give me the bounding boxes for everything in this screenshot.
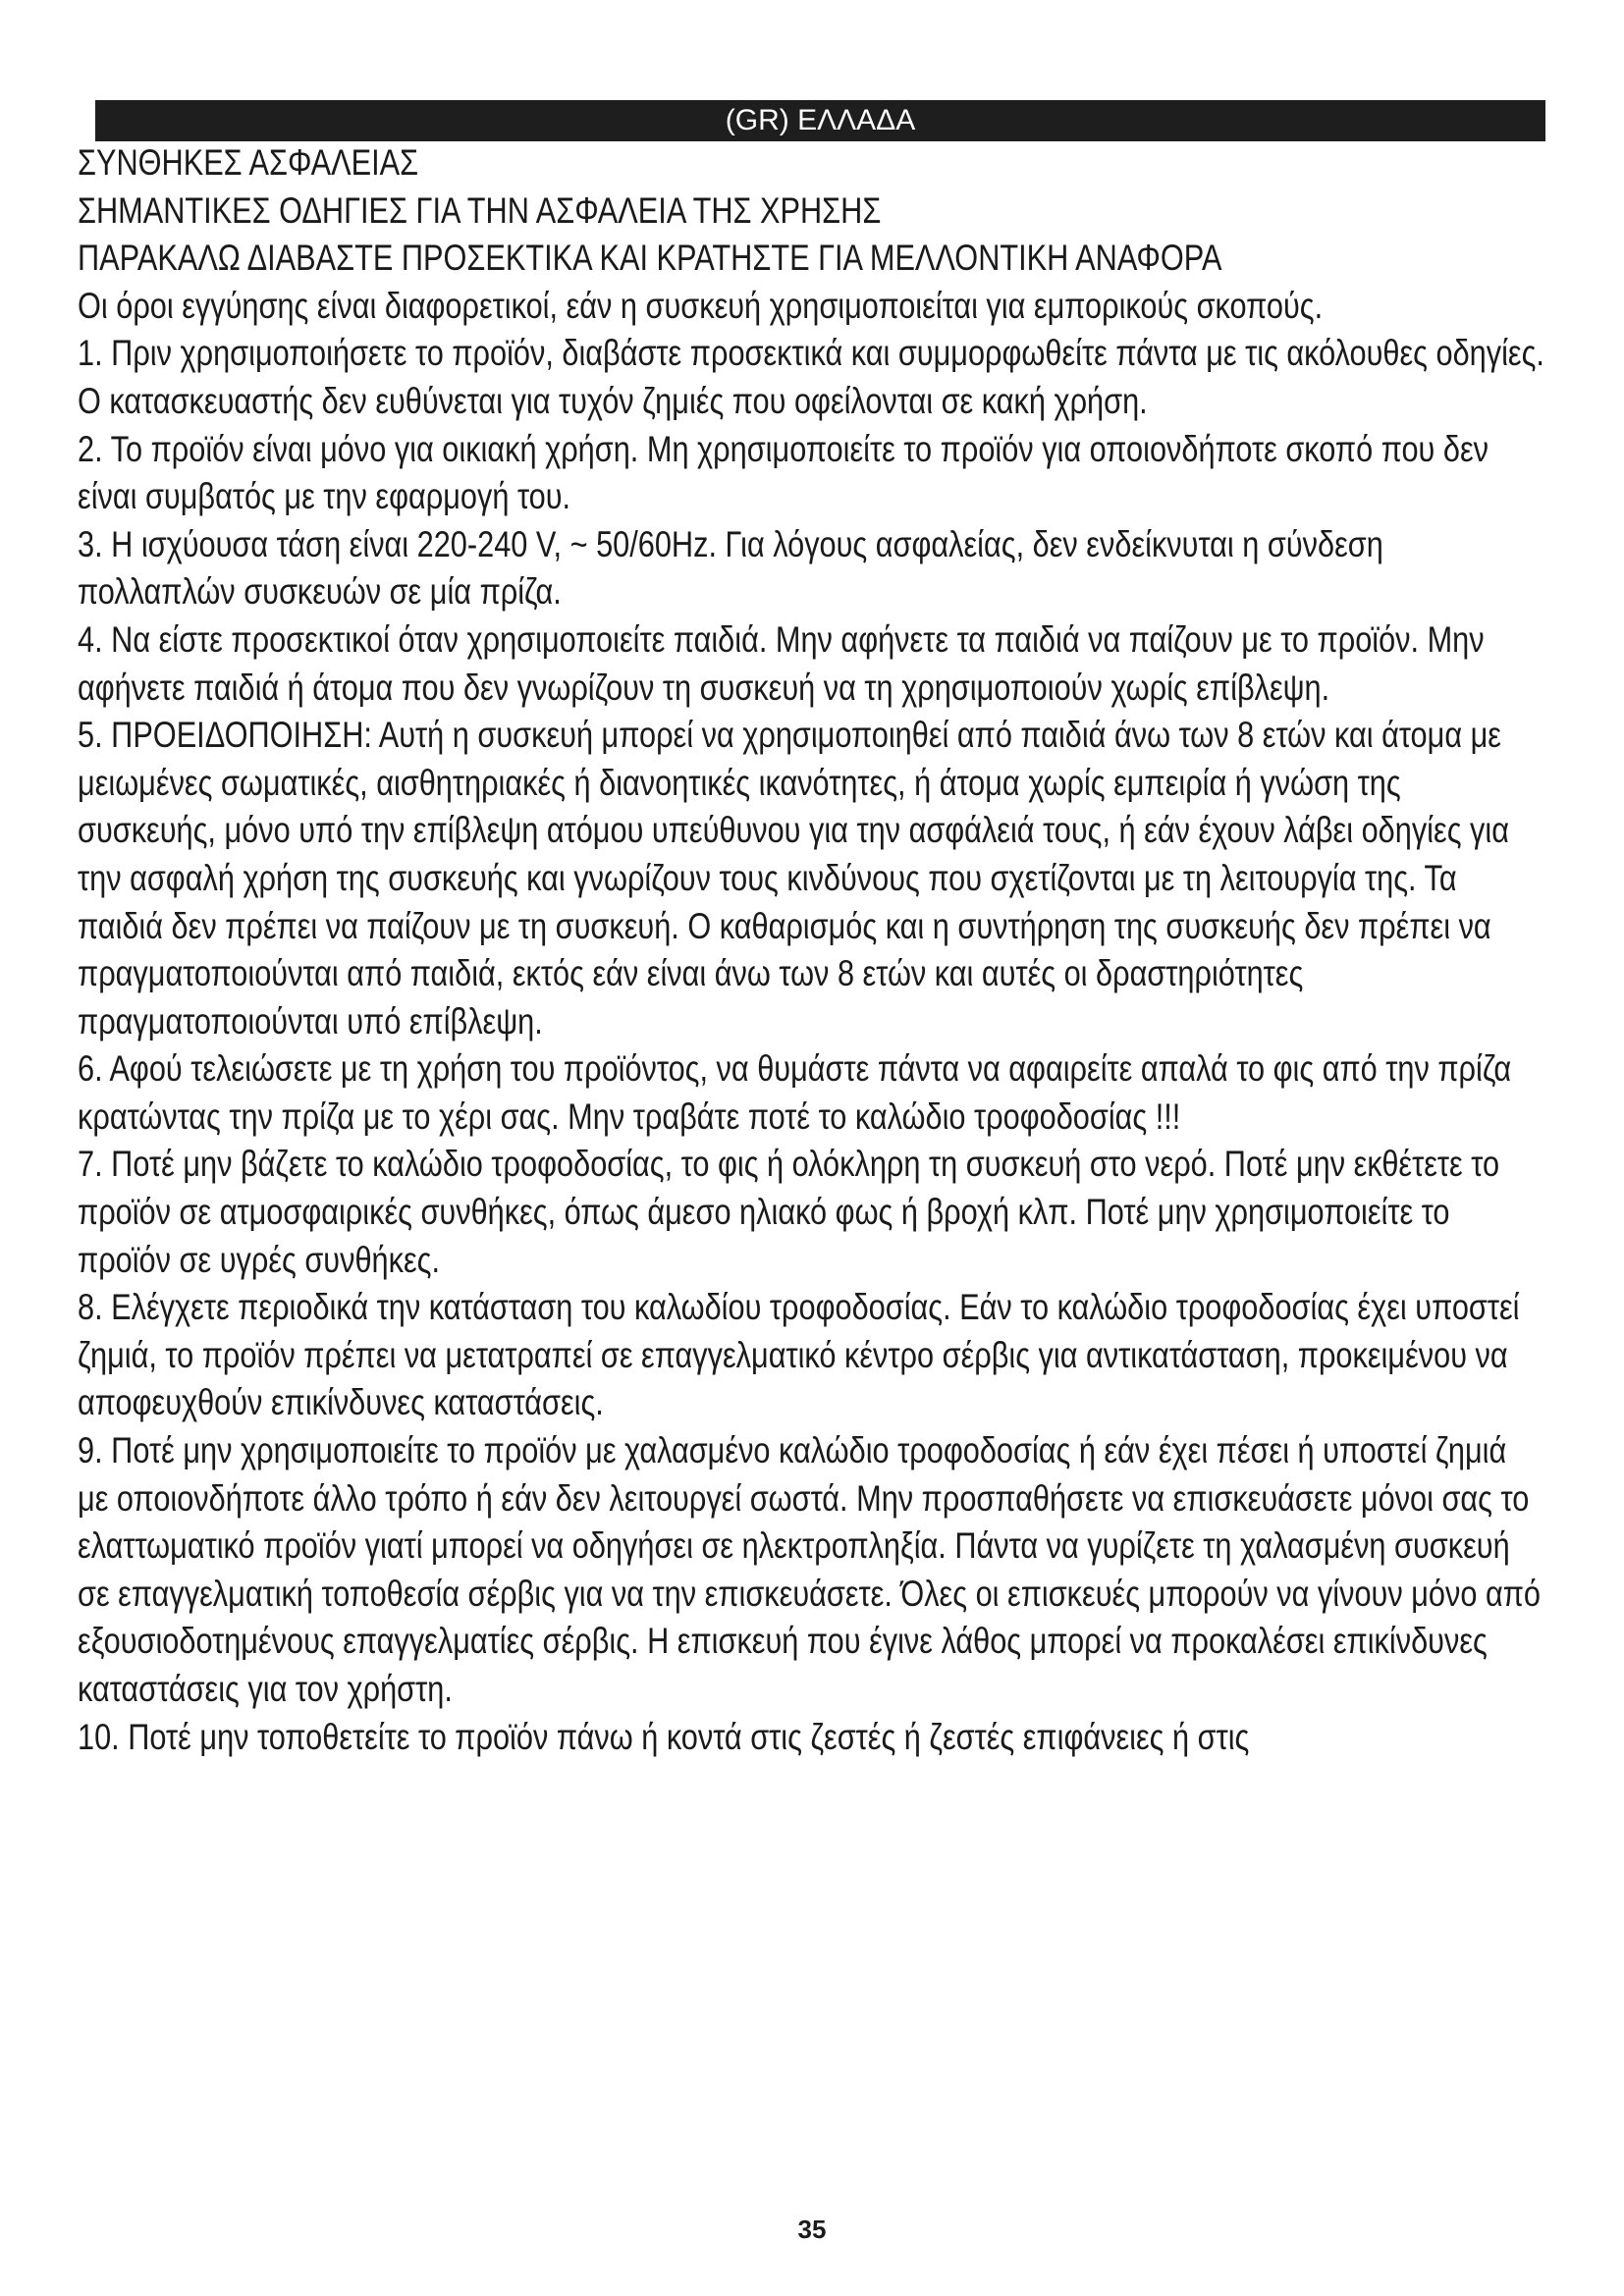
page-number: 35 (797, 2215, 827, 2244)
instruction-item-10: 10. Ποτέ μην τοποθετείτε το προϊόν πάνω ή κοντά στις ζεστές ή ζεστές επιφάνειες ή στις (78, 1716, 1250, 1757)
instruction-item-9: 9. Ποτέ μην χρησιμοποιείτε το προϊόν με χαλασμένο καλώδιο τροφοδοσίας ή εάν έχει πέσει ή υποστεί ζημιά με οποιονδήποτε άλλο τρόπο ή εάν δεν λειτουργεί σωστά. Μην προσπαθήσετε να επισκευάσετε μόνοι σας το ελαττωματικό προϊόν γιατί μπορεί να οδηγήσει σε ηλεκτροπληξία. Πάντα να γυρίζετε τη χαλασμένη συσκευή σε επαγγελματική τοποθεσία σέρβις για να την επισκευάσετε. Όλες οι επισκευές μπορούν να γίνουν μόνο από εξουσιοδοτημένους επαγγελματίες σέρβις. Η επισκευή που έγινε λάθος μπορεί να προκαλέσει επικίνδυνες καταστάσεις για τον χρήστη. (78, 1430, 1541, 1709)
language-header-bar (95, 100, 1545, 141)
section-subtitle: ΣΗΜΑΝΤΙΚΕΣ ΟΔΗΓΙΕΣ ΓΙΑ ΤΗΝ ΑΣΦΑΛΕΙΑ ΤΗΣ ΧΡΗΣΗΣ (78, 189, 882, 231)
instruction-item-6: 6. Αφού τελειώσετε με τη χρήση του προϊόντος, να θυμάστε πάντα να αφαιρείτε απαλά το φις από την πρίζα κρατώντας την πρίζα με το χέρι σας. Μην τραβάτε ποτέ το καλώδιο τροφοδοσίας !!! (78, 1048, 1512, 1137)
read-carefully-heading: ΠΑΡΑΚΑΛΩ ΔΙΑΒΑΣΤΕ ΠΡΟΣΕΚΤΙΚΑ ΚΑΙ ΚΡΑΤΗΣΤΕ ΓΙΑ ΜΕΛΛΟΝΤΙΚΗ ΑΝΑΦΟΡΑ (78, 238, 1222, 279)
instruction-item-2: 2. Το προϊόν είναι μόνο για οικιακή χρήση. Μη χρησιμοποιείτε το προϊόν για οποιονδήποτε σκοπό που δεν είναι συμβατός με την εφαρμογή του. (78, 428, 1489, 517)
warranty-intro: Οι όροι εγγύησης είναι διαφορετικοί, εάν η συσκευή χρησιμοποιείται για εμπορικούς σκοπούς. (78, 285, 1324, 326)
safety-instructions (78, 139, 1545, 1761)
instruction-item-4: 4. Να είστε προσεκτικοί όταν χρησιμοποιείτε παιδιά. Μην αφήνετε τα παιδιά να παίζουν με το προϊόν. Μην αφήνετε παιδιά ή άτομα που δεν γνωρίζουν τη συσκευή να τη χρησιμοποιούν χωρίς επίβλεψη. (78, 618, 1485, 708)
instruction-item-5: 5. ΠΡΟΕΙΔΟΠΟΙΗΣΗ: Αυτή η συσκευή μπορεί να χρησιμοποιηθεί από παιδιά άνω των 8 ετών και άτομα με μειωμένες σωματικές, αισθητηριακές ή διανοητικές ικανότητες, ή άτομα χωρίς εμπειρία ή γνώση της συσκευής, μόνο υπό την επίβλεψη ατόμου υπεύθυνου για την ασφάλειά τους, ή εάν έχουν λάβει οδηγίες για την ασφαλή χρήση της συσκευής και γνωρίζουν τους κινδύνους που σχετίζονται με τη λειτουργία της. Τα παιδιά δεν πρέπει να παίζουν με τη συσκευή. Ο καθαρισμός και η συντήρηση της συσκευής δεν πρέπει να πραγματοποιούνται από παιδιά, εκτός εάν είναι άνω των 8 ετών και αυτές οι δραστηριότητες πραγματοποιούνται υπό επίβλεψη. (78, 715, 1509, 1041)
instruction-item-8: 8. Ελέγχετε περιοδικά την κατάσταση του καλωδίου τροφοδοσίας. Εάν το καλώδιο τροφοδοσίας έχει υποστεί ζημιά, το προϊόν πρέπει να μετατραπεί σε επαγγελματικό κέντρο σέρβις για αντικατάσταση, προκειμένου να αποφευχθούν επικίνδυνες καταστάσεις. (78, 1287, 1520, 1423)
instruction-item-1: 1. Πριν χρησιμοποιήσετε το προϊόν, διαβάστε προσεκτικά και συμμορφωθείτε πάντα με τις ακόλουθες οδηγίες. Ο κατασκευαστής δεν ευθύνεται για τυχόν ζημιές που οφείλονται σε κακή χρήση. (78, 333, 1544, 421)
section-title: ΣΥΝΘΗΚΕΣ ΑΣΦΑΛΕΙΑΣ (78, 142, 419, 183)
instruction-item-3: 3. Η ισχύουσα τάση είναι 220-240 V, ~ 50/60Hz. Για λόγους ασφαλείας, δεν ενδείκνυται η σύνδεση πολλαπλών συσκευών σε μία πρίζα. (78, 523, 1383, 613)
language-header-label: (GR) ΕΛΛΑΔΑ (725, 104, 916, 136)
instruction-item-7: 7. Ποτέ μην βάζετε το καλώδιο τροφοδοσίας, το φις ή ολόκληρη τη συσκευή στο νερό. Ποτέ μην εκθέτετε το προϊόν σε ατμοσφαιρικές συνθήκες, όπως άμεσο ηλιακό φως ή βροχή κλπ. Ποτέ μην χρησιμοποιείτε το προϊόν σε υγρές συνθήκες. (78, 1144, 1500, 1280)
